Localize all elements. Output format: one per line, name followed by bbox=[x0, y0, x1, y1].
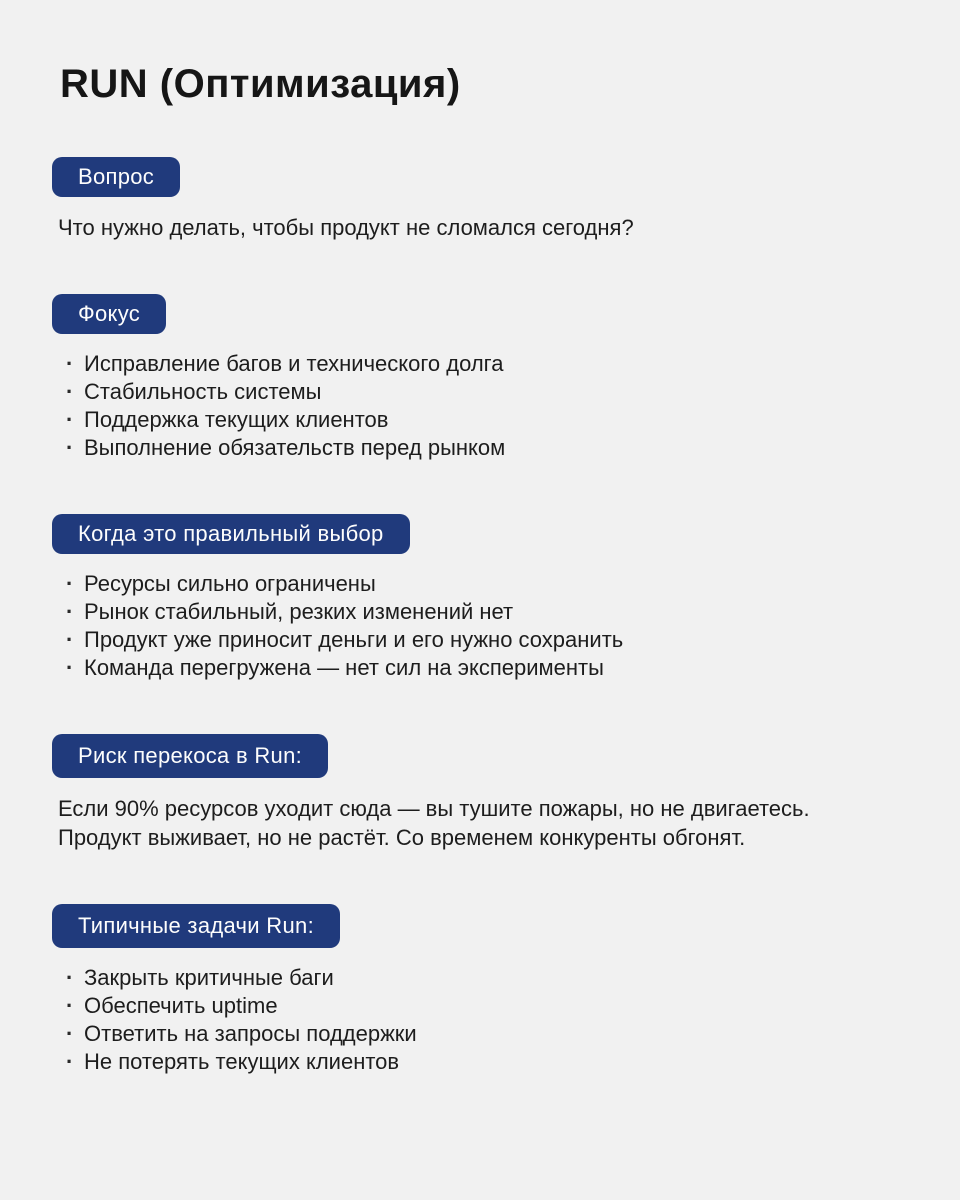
section-question bbox=[52, 157, 920, 242]
section-when-right-choice bbox=[52, 514, 920, 682]
list-item: · Закрыть критичные баги bbox=[64, 964, 920, 992]
list-item: · Ресурсы сильно ограничены bbox=[64, 570, 920, 598]
list-item: · Выполнение обязательств перед рынком bbox=[64, 434, 920, 462]
when-right-choice-badge: Когда это правильный выбор bbox=[52, 514, 410, 554]
section-typical-tasks bbox=[52, 904, 920, 1076]
question-badge: Вопрос bbox=[52, 157, 180, 197]
question-text: Что нужно делать, чтобы продукт не сломался сегодня? bbox=[58, 215, 634, 240]
page-title: RUN (Оптимизация) bbox=[60, 62, 461, 106]
list-item: · Команда перегружена — нет сил на эксперименты bbox=[64, 654, 920, 682]
typical-tasks-list bbox=[52, 964, 920, 1076]
list-item: · Поддержка текущих клиентов bbox=[64, 406, 920, 434]
list-item: · Ответить на запросы поддержки bbox=[64, 1020, 920, 1048]
section-focus bbox=[52, 294, 920, 462]
risk-badge: Риск перекоса в Run: bbox=[52, 734, 328, 778]
list-item: · Не потерять текущих клиентов bbox=[64, 1048, 920, 1076]
focus-list bbox=[52, 350, 920, 462]
section-risk bbox=[52, 734, 920, 852]
focus-badge: Фокус bbox=[52, 294, 166, 334]
list-item: · Рынок стабильный, резких изменений нет bbox=[64, 598, 920, 626]
risk-text: Если 90% ресурсов уходит сюда — вы тушите пожары, но не двигаетесь. Продукт выживает, но не растёт. Со временем конкуренты обгонят. bbox=[58, 796, 810, 850]
list-item: · Продукт уже приносит деньги и его нужно сохранить bbox=[64, 626, 920, 654]
when-right-choice-list bbox=[52, 570, 920, 682]
list-item: · Обеспечить uptime bbox=[64, 992, 920, 1020]
list-item: · Исправление багов и технического долга bbox=[64, 350, 920, 378]
list-item: · Стабильность системы bbox=[64, 378, 920, 406]
typical-tasks-badge: Типичные задачи Run: bbox=[52, 904, 340, 948]
